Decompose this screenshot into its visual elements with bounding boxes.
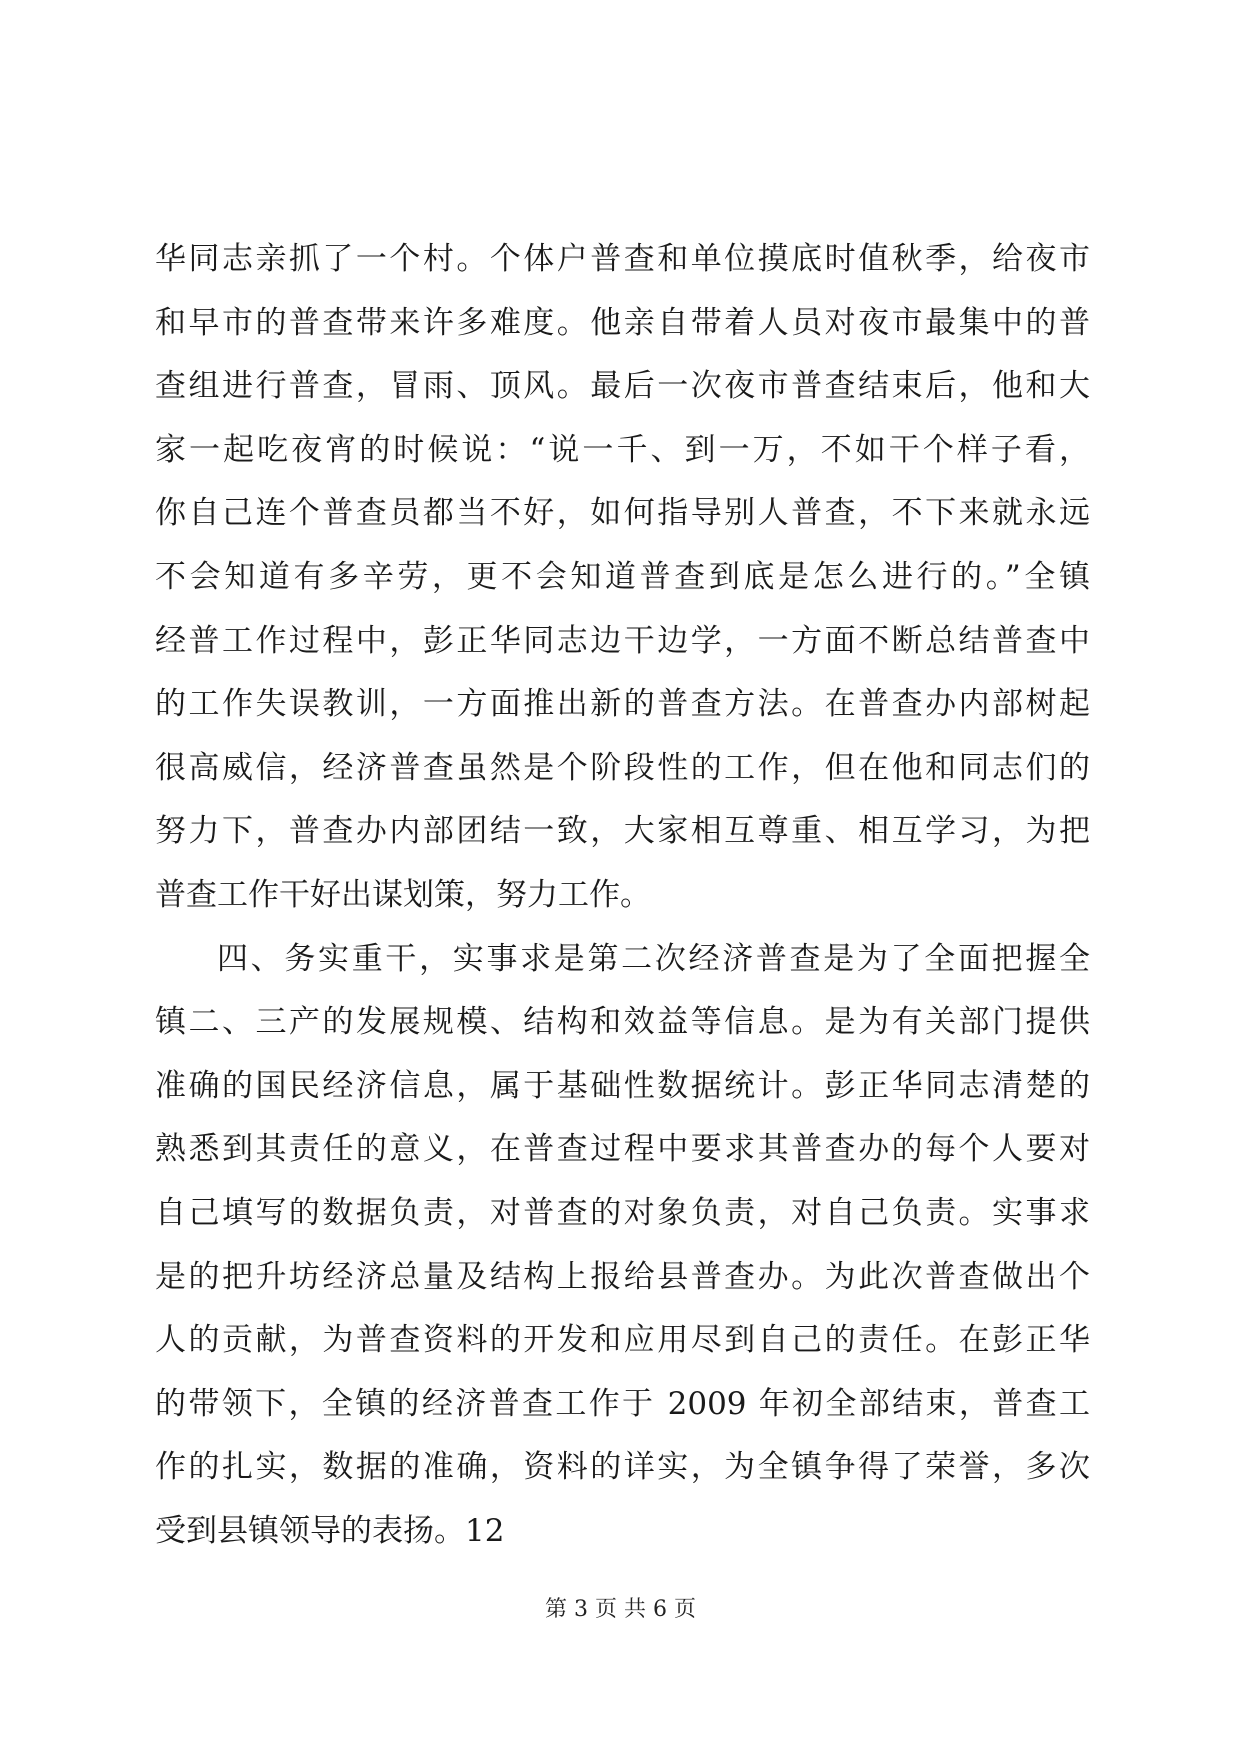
text-line: 自己填写的数据负责，对普查的对象负责，对自己负责。实事求 — [155, 1194, 1090, 1231]
body-text — [155, 228, 1090, 1563]
text-line: 查组进行普查，冒雨、顶风。最后一次夜市普查结束后，他和大 — [155, 368, 1090, 405]
text-line: 和早市的普查带来许多难度。他亲自带着人员对夜市最集中的普 — [155, 304, 1090, 341]
paragraph-end-line: 受到县镇领导的表扬。12 — [155, 1512, 505, 1549]
text-line: 准确的国民经济信息，属于基础性数据统计。彭正华同志清楚的 — [155, 1067, 1090, 1104]
page-number-footer: 第 3 页 共 6 页 — [545, 1597, 696, 1622]
text-line: 家一起吃夜宵的时候说：“说一千、到一万，不如干个样子看， — [155, 431, 1090, 468]
paragraph-first-line: 四、务实重干，实事求是第二次经济普查是为了全面把握全 — [217, 940, 1090, 977]
text-line: 是的把升坊经济总量及结构上报给县普查办。为此次普查做出个 — [155, 1258, 1090, 1295]
text-line: 努力下，普查办内部团结一致，大家相互尊重、相互学习，为把 — [155, 813, 1090, 850]
text-line: 的带领下，全镇的经济普查工作于 2009 年初全部结束，普查工 — [155, 1385, 1090, 1422]
text-line: 的工作失误教训，一方面推出新的普查方法。在普查办内部树起 — [155, 686, 1090, 723]
text-line: 很高威信，经济普查虽然是个阶段性的工作，但在他和同志们的 — [155, 749, 1090, 786]
paragraph-end-line: 普查工作干好出谋划策，努力工作。 — [155, 876, 651, 913]
text-line: 华同志亲抓了一个村。个体户普查和单位摸底时值秋季，给夜市 — [155, 241, 1090, 277]
text-line: 不会知道有多辛劳，更不会知道普查到底是怎么进行的。”全镇 — [155, 558, 1090, 595]
text-line: 经普工作过程中，彭正华同志边干边学，一方面不断总结普查中 — [155, 622, 1090, 659]
text-line: 熟悉到其责任的意义，在普查过程中要求其普查办的每个人要对 — [155, 1131, 1090, 1168]
text-line: 作的扎实，数据的准确，资料的详实，为全镇争得了荣誉，多次 — [155, 1449, 1090, 1486]
text-line: 你自己连个普查员都当不好，如何指导别人普查，不下来就永远 — [155, 495, 1090, 532]
text-line: 镇二、三产的发展规模、结构和效益等信息。是为有关部门提供 — [155, 1004, 1090, 1041]
text-line: 人的贡献，为普查资料的开发和应用尽到自己的责任。在彭正华 — [155, 1322, 1090, 1359]
